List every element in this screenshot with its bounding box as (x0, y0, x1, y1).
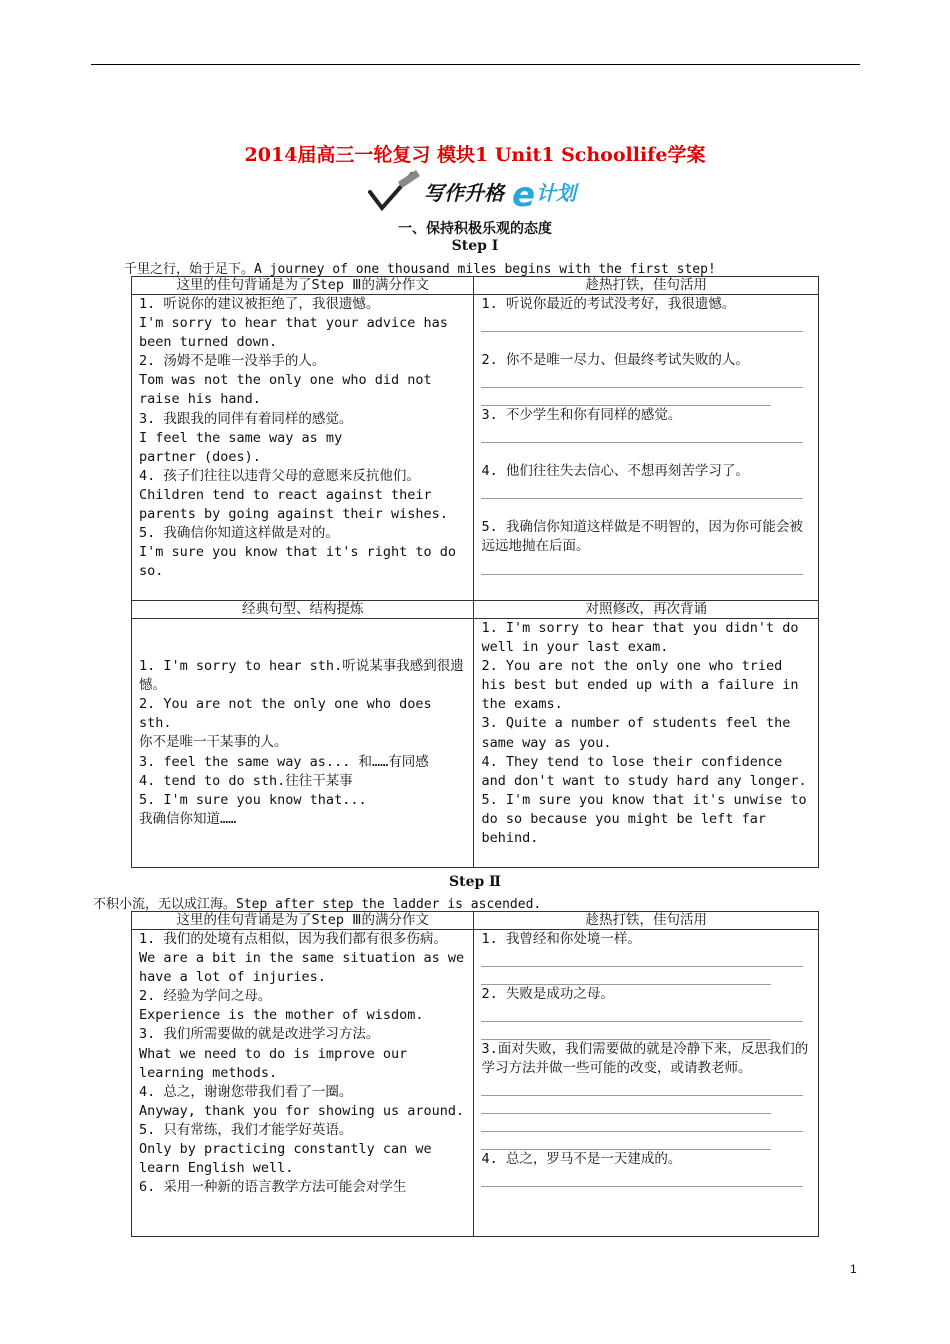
answer: 3. Quite a number of students feel the same way as you. (481, 715, 791, 751)
model-sentence: I'm sorry to hear that your advice has been turned down. (139, 315, 448, 351)
model-sentence: Tom was not the only one who did not raise his hand. (139, 372, 432, 408)
practice-prompt: 2. 失败是成功之母。 (481, 986, 614, 1003)
model-sentence: 2. 汤姆不是唯一没举手的人。 (139, 353, 326, 370)
step-1-table (131, 276, 819, 868)
step-2-practice (474, 930, 819, 1237)
model-sentence: 6. 采用一种新的语言教学方法可能会对学生 (139, 1179, 407, 1196)
practice-prompt: 4. 总之，罗马不是一天建成的。 (481, 1151, 682, 1168)
model-sentence: 5. 我确信你知道这样做是对的。 (139, 525, 339, 542)
answer-line[interactable] (481, 1096, 771, 1114)
pattern: 我确信你知道…… (139, 810, 237, 827)
model-sentence: We are a bit in the same situation as we have a lot of injuries. (139, 950, 465, 986)
model-sentence: 2. 经验为学问之母。 (139, 988, 272, 1005)
model-sentence: I feel the same way as my (139, 429, 343, 446)
answer-line[interactable] (481, 1004, 803, 1022)
model-sentence: 4. 孩子们往往以违背父母的意愿来反抗他们。 (139, 467, 420, 484)
pattern: 3. feel the same way as... 和……有同感 (139, 753, 429, 770)
step-1-patterns (132, 619, 474, 868)
model-sentence: 1. 听说你的建议被拒绝了，我很遗憾。 (139, 296, 380, 312)
step-2-table (131, 911, 819, 1237)
step-1-heading: Step Ⅰ (451, 238, 499, 254)
step-2-model-sentences (132, 930, 474, 1237)
header-rule (91, 64, 860, 65)
practice-prompt: 1. 我曾经和你处境一样。 (481, 931, 641, 947)
answer-line[interactable] (481, 481, 803, 499)
pattern: 你不是唯一干某事的人。 (139, 734, 288, 751)
model-sentence: 1. 我们的处境有点相似，因为我们都有很多伤病。 (139, 931, 447, 947)
answer-line[interactable] (481, 949, 803, 967)
model-sentence: I'm sure you know that it's right to do so. (139, 544, 456, 580)
page-number: 1 (850, 1262, 857, 1276)
model-sentence: What we need to do is improve our learning methods. (139, 1045, 408, 1081)
svg-text:计划: 计划 (536, 181, 576, 205)
model-sentence: 4. 总之，谢谢您带我们看了一圈。 (139, 1083, 353, 1100)
practice-prompt: 5. 我确信你知道这样做是不明智的，因为你可能会被远远地抛在后面。 (481, 519, 803, 555)
svg-text:e: e (512, 175, 536, 215)
step-1-practice (474, 295, 819, 601)
answer-line[interactable] (481, 1114, 803, 1132)
model-sentence: 3. 我们所需要做的就是改进学习方法。 (139, 1026, 380, 1043)
step-2-heading: Step Ⅱ (449, 874, 501, 890)
document-title: 2014届高三一轮复习 模块1 Unit1 Schoollife学案 (244, 144, 706, 166)
answer-line[interactable] (481, 314, 803, 332)
model-sentence: 3. 我跟我的同伴有着同样的感觉。 (139, 410, 353, 427)
model-sentence: Only by practicing constantly can we learn English well. (139, 1141, 432, 1177)
writing-plan-logo (368, 168, 628, 218)
step-2-header-left: 这里的佳句背诵是为了Step Ⅲ的满分作文 (132, 912, 474, 930)
svg-text:写作升格: 写作升格 (424, 181, 504, 205)
pattern: 4. tend to do sth.往往干某事 (139, 772, 353, 789)
model-sentence: partner (does). (139, 448, 261, 465)
model-sentence: Anyway, thank you for showing us around. (139, 1102, 465, 1119)
practice-prompt: 2. 你不是唯一尽力、但最终考试失败的人。 (481, 352, 749, 369)
answer-line[interactable] (481, 425, 803, 443)
step-1-motto: 千里之行，始于足下。A journey of one thousand miles begins with the first step! (124, 262, 716, 277)
answer: 5. I'm sure you know that it's unwise to do so because you might be left far behind. (481, 791, 807, 847)
answer-line[interactable] (481, 967, 771, 985)
checkmark-pen-icon (368, 168, 628, 218)
step-1-model-sentences (132, 295, 474, 601)
step-1-header-left: 这里的佳句背诵是为了Step Ⅲ的满分作文 (132, 277, 474, 295)
practice-prompt: 3.面对失败，我们需要做的就是冷静下来，反思我们的学习方法并做一些可能的改变，或请教老师。 (481, 1041, 809, 1077)
answer-line[interactable] (481, 1022, 771, 1040)
step-2-motto: 不积小流，无以成江海。Step after step the ladder is ascended. (93, 897, 542, 912)
practice-prompt: 3. 不少学生和你有同样的感觉。 (481, 407, 682, 424)
step-1-header2-left: 经典句型、结构提炼 (132, 601, 474, 619)
section-title: 一、保持积极乐观的态度 (398, 221, 552, 237)
answer: 1. I'm sorry to hear that you didn't do well in your last exam. (481, 620, 799, 656)
practice-prompt: 4. 他们往往失去信心、不想再刻苦学习了。 (481, 463, 749, 480)
answer-line[interactable] (481, 1169, 803, 1187)
pattern: 2. You are not the only one who does sth. (139, 696, 432, 732)
model-sentence: 5. 只有常练，我们才能学好英语。 (139, 1121, 353, 1138)
step-1-header2-right: 对照修改，再次背诵 (474, 601, 819, 619)
answer-line[interactable] (481, 370, 803, 388)
answer-line[interactable] (481, 1132, 771, 1150)
step-1-header-right: 趁热打铁，佳句活用 (474, 277, 819, 295)
model-sentence: Children tend to react against their parents by going against their wishes. (139, 486, 448, 523)
step-1-answers (474, 619, 819, 868)
answer-line[interactable] (481, 557, 803, 575)
pattern: 1. I'm sorry to hear sth.听说某事我感到很遗憾。 (139, 658, 464, 694)
answer: 2. You are not the only one who tried his best but ended up with a failure in the exams. (481, 658, 799, 713)
answer-line[interactable] (481, 388, 771, 406)
pattern: 5. I'm sure you know that... (139, 791, 367, 808)
step-2-header-right: 趁热打铁，佳句活用 (474, 912, 819, 930)
answer: 4. They tend to lose their confidence and don't want to study hard any longer. (481, 753, 807, 789)
practice-prompt: 1. 听说你最近的考试没考好，我很遗憾。 (481, 296, 736, 312)
model-sentence: Experience is the mother of wisdom. (139, 1007, 424, 1024)
answer-line[interactable] (481, 1078, 803, 1096)
